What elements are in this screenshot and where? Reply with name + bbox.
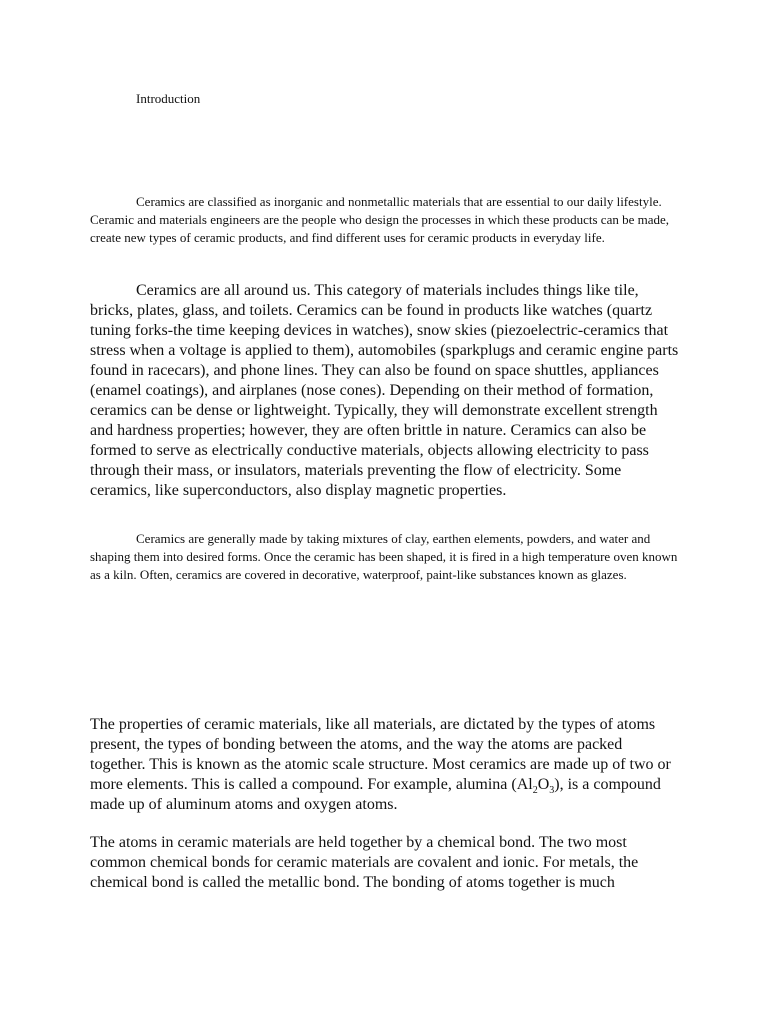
- paragraph-properties-oxygen: O: [537, 776, 550, 793]
- subscript-2: 2: [532, 785, 538, 797]
- paragraph-intro: Ceramics are classified as inorganic and nonmetallic materials that are essential to our daily lifestyle. Ceramic and materials engineers are the people who design the processes in which these products can be made, create new types of ceramic products, and find different uses for ceramic products in everyday life.: [90, 194, 670, 245]
- paragraph-properties-text-end: ), is a compound made up of aluminum atoms and oxygen atoms.: [90, 776, 661, 813]
- subscript-3: 3: [549, 785, 555, 797]
- paragraph-chemical-bond: The atoms in ceramic materials are held together by a chemical bond. The two most common chemical bonds for ceramic materials are covalent and ionic. For metals, the chemical bond is called the metallic bond. The bonding of atoms together is much: [90, 834, 639, 891]
- paragraph-ceramics-around-us: Ceramics are all around us. This category of materials includes things like tile, bricks, plates, glass, and toilets. Ceramics can be found in products like watches (quartz tuning forks-the time keeping devices in watches), snow skies (piezoelectric-ceramics that stress when a voltage is applied to them), automobiles (sparkplugs and ceramic engine parts found in racecars), and phone lines. They can also be found on space shuttles, appliances (enamel coatings), and airplanes (nose cones). Depending on their method of formation, ceramics can be dense or lightweight. Typically, they will demonstrate excellent strength and hardness properties; however, they are often brittle in nature. Ceramics can also be formed to serve as electrically conductive materials, objects allowing electricity to pass through their mass, or insulators, materials preventing the flow of electricity. Some ceramics, like superconductors, also display magnetic properties.: [90, 282, 679, 499]
- paragraph-how-ceramics-made: Ceramics are generally made by taking mixtures of clay, earthen elements, powders, and water and shaping them into desired forms. Once the ceramic has been shaped, it is fired in a high temperature oven known as a kiln. Often, ceramics are covered in decorative, waterproof, paint-like substances known as glazes.: [90, 531, 678, 582]
- paragraph-properties-text-start: The properties of ceramic materials, like all materials, are dictated by the types of atoms present, the types of bonding between the atoms, and the way the atoms are packed together. This is known as the atomic scale structure. Most ceramics are made up of two or more elements. This is called a compound. For example, alumina (Al: [90, 716, 671, 793]
- paragraph-properties: [90, 715, 678, 815]
- section-heading: Introduction: [136, 91, 201, 106]
